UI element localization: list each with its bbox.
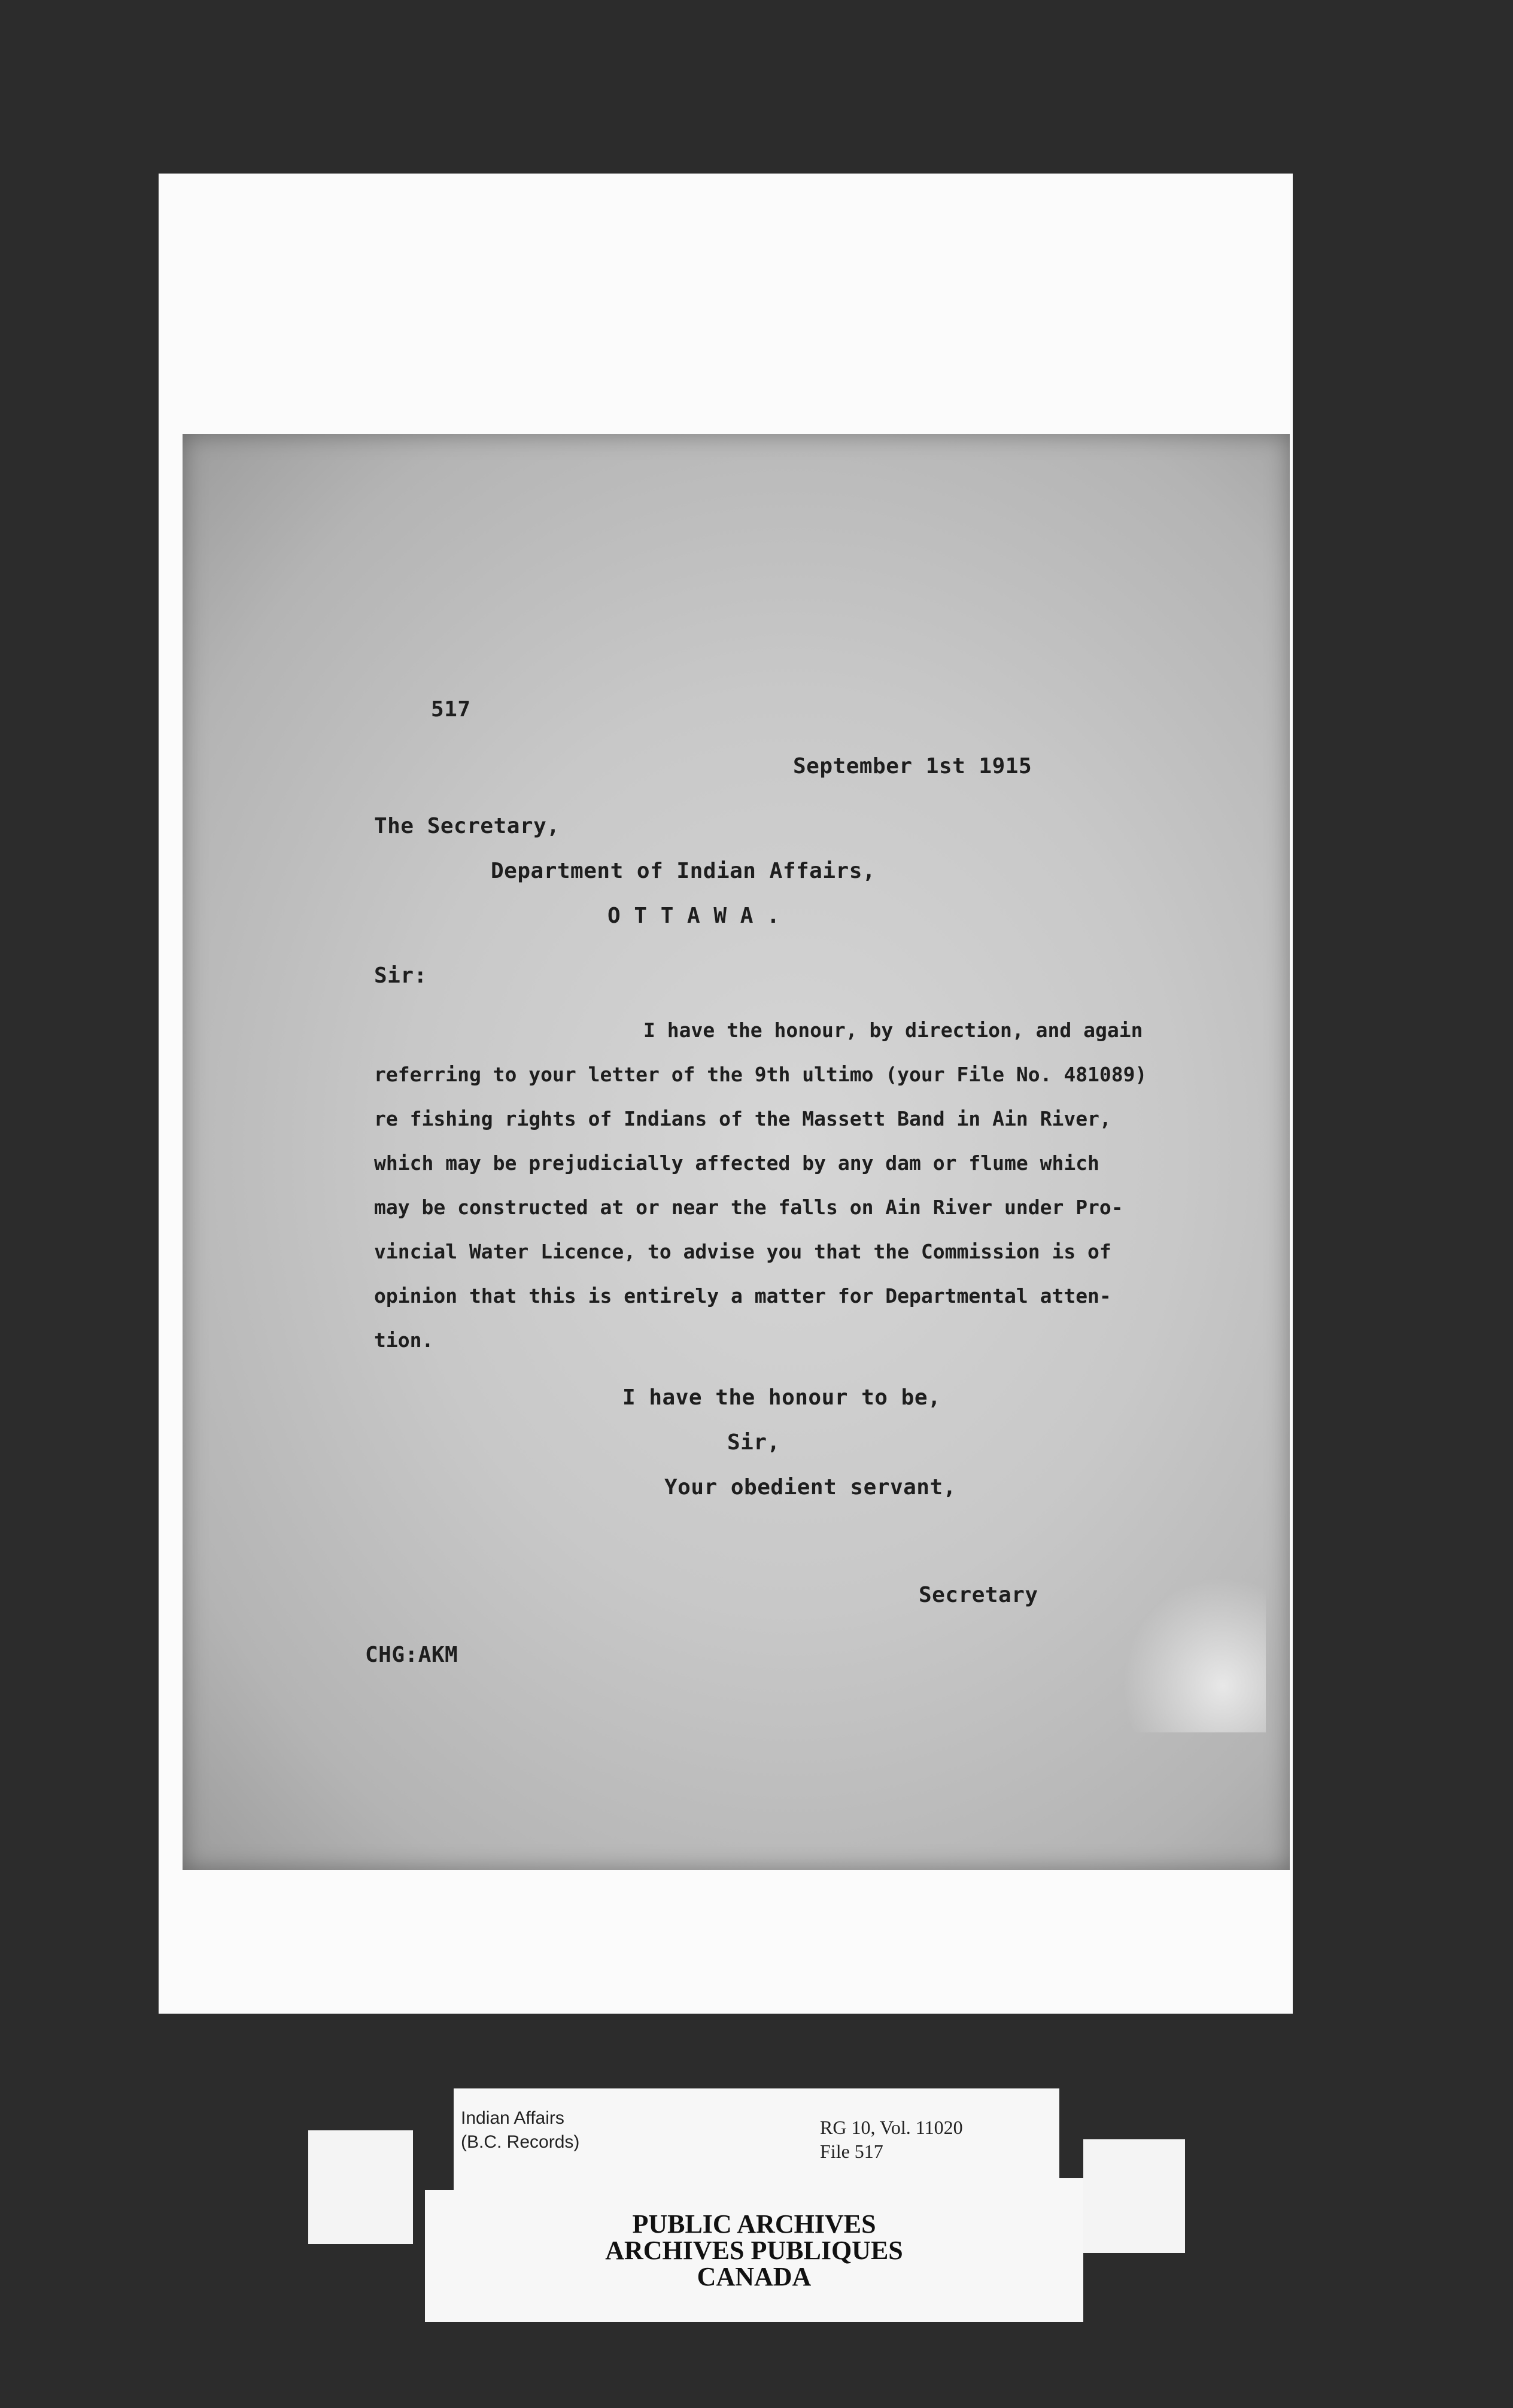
label-notch bbox=[1059, 2088, 1083, 2178]
salutation: Sir: bbox=[374, 963, 427, 988]
label-tab-right bbox=[1080, 2139, 1185, 2253]
letter-sheet bbox=[183, 434, 1290, 1870]
reference-initials: CHG:AKM bbox=[365, 1643, 458, 1667]
body-line: opinion that this is entirely a matter for Departmental atten- bbox=[374, 1284, 1111, 1308]
recipient-city: O T T A W A . bbox=[607, 904, 780, 928]
letter-date: September 1st 1915 bbox=[793, 754, 1032, 779]
reference-line1: RG 10, Vol. 11020 bbox=[820, 2117, 963, 2138]
label-notch bbox=[425, 2088, 454, 2190]
file-number: 517 bbox=[431, 697, 471, 722]
body-line: I have the honour, by direction, and again bbox=[643, 1018, 1143, 1042]
label-tab-left bbox=[308, 2130, 413, 2244]
archive-label bbox=[425, 2088, 1083, 2322]
body-line: which may be prejudicially affected by any dam or flume which bbox=[374, 1151, 1099, 1175]
body-line: vincial Water Licence, to advise you that the Commission is of bbox=[374, 1240, 1111, 1263]
body-line: tion. bbox=[374, 1328, 434, 1352]
letter-body bbox=[374, 1008, 1224, 1363]
archives-stamp bbox=[425, 2211, 1083, 2290]
closing-servant: Your obedient servant, bbox=[664, 1475, 956, 1500]
collection-line1: Indian Affairs bbox=[461, 2108, 564, 2128]
collection-line2: (B.C. Records) bbox=[461, 2132, 580, 2152]
signature-title: Secretary bbox=[919, 1583, 1038, 1607]
recipient-title: The Secretary, bbox=[374, 814, 560, 838]
closing-sir: Sir, bbox=[727, 1430, 780, 1455]
document-card bbox=[159, 174, 1293, 2014]
body-line: referring to your letter of the 9th ultimo (your File No. 481089) bbox=[374, 1063, 1147, 1086]
reference-line2: File 517 bbox=[820, 2141, 883, 2162]
closing-line: I have the honour to be, bbox=[622, 1385, 941, 1410]
body-line: re fishing rights of Indians of the Massett Band in Ain River, bbox=[374, 1107, 1111, 1130]
body-line: may be constructed at or near the falls on Ain River under Pro- bbox=[374, 1196, 1123, 1219]
paper-curl bbox=[1122, 1577, 1266, 1732]
archives-english: PUBLIC ARCHIVES bbox=[632, 2209, 876, 2239]
archives-country: CANADA bbox=[697, 2262, 812, 2291]
recipient-department: Department of Indian Affairs, bbox=[491, 859, 876, 883]
archives-french: ARCHIVES PUBLIQUES bbox=[605, 2236, 903, 2265]
